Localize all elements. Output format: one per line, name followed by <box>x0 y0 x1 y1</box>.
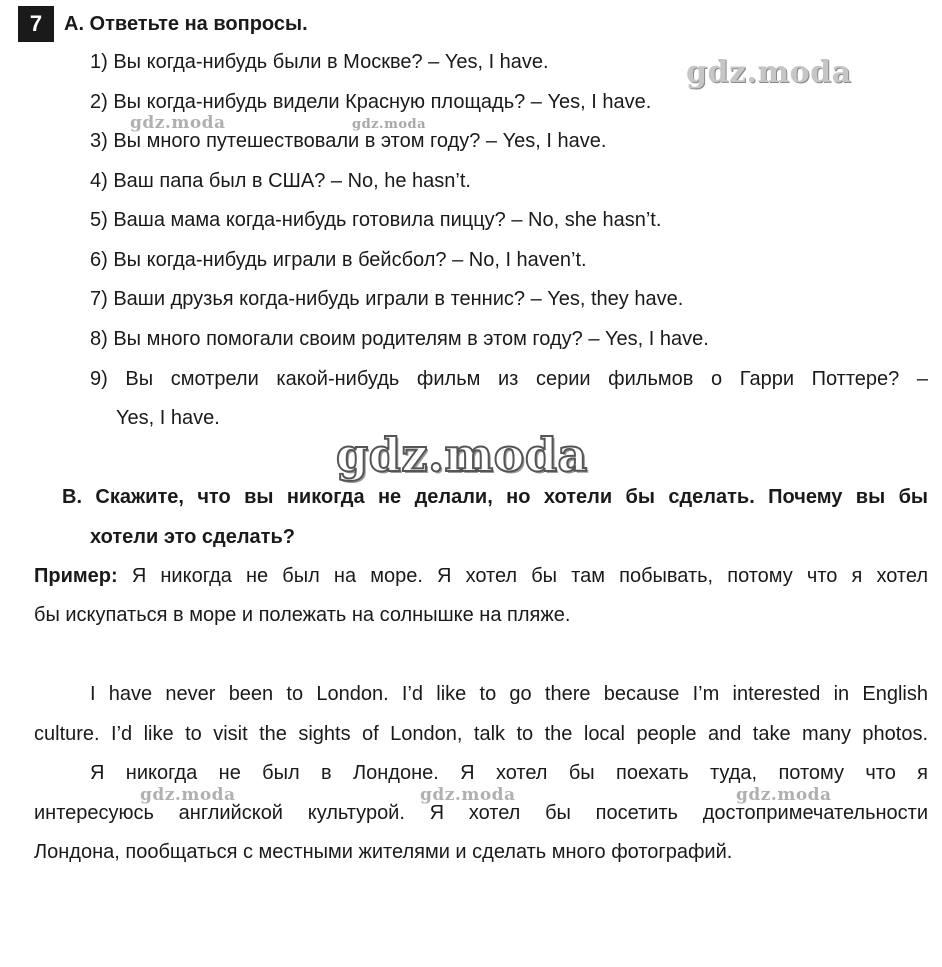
answer-9: 9) Вы смотрели какой-нибудь фильм из серии фильмов о Гарри Поттере? – <box>90 368 928 390</box>
answer-6: 6) Вы когда-нибудь играли в бейсбол? – No, I haven’t. <box>90 249 587 271</box>
watermark-center-large: gdz.moda <box>336 428 588 482</box>
watermark-small-left: gdz.moda <box>130 113 226 133</box>
answer-1: 1) Вы когда-нибудь были в Москве? – Yes, I have. <box>90 51 549 73</box>
example-text-1: Я никогда не был на море. Я хотел бы там побывать, потому что я хотел <box>131 565 928 587</box>
english-answer-line-1: I have never been to London. I’d like to go there because I’m interested in English <box>90 683 928 705</box>
answer-9-continued: Yes, I have. <box>116 407 220 429</box>
russian-answer-line-1: Я никогда не был в Лондоне. Я хотел бы поехать туда, потому что я <box>90 762 928 784</box>
watermark-tiny-center: gdz.moda <box>352 117 427 132</box>
part-b-heading-line-2: хотели это сделать? <box>90 526 295 548</box>
example-line-2: бы искупаться в море и полежать на солнышке на пляже. <box>34 604 571 626</box>
answer-4: 4) Ваш папа был в США? – No, he hasn’t. <box>90 170 471 192</box>
russian-answer-line-2: интересуюсь английской культурой. Я хотел бы посетить достопримечательности <box>34 802 928 824</box>
answer-5: 5) Ваша мама когда-нибудь готовила пиццу? – No, she hasn’t. <box>90 209 662 231</box>
example-label: Пример: <box>34 565 118 587</box>
example-line-1 <box>34 564 928 588</box>
watermark-bottom-left: gdz.moda <box>140 785 236 805</box>
answer-2: 2) Вы когда-нибудь видели Красную площадь? – Yes, I have. <box>90 91 652 113</box>
russian-answer-line-3: Лондона, пообщаться с местными жителями и сделать много фотографий. <box>34 841 733 863</box>
answer-3: 3) Вы много путешествовали в этом году? – Yes, I have. <box>90 130 607 152</box>
watermark-bottom-right: gdz.moda <box>736 785 832 805</box>
answer-8: 8) Вы много помогали своим родителям в этом году? – Yes, I have. <box>90 328 709 350</box>
answer-7: 7) Ваши друзья когда-нибудь играли в теннис? – Yes, they have. <box>90 288 684 310</box>
part-a-heading: A. Ответьте на вопросы. <box>64 13 308 35</box>
english-answer-line-2: culture. I’d like to visit the sights of London, talk to the local people and take many photos. <box>34 723 928 745</box>
watermark-top-right: gdz.moda <box>686 55 852 90</box>
watermark-bottom-center: gdz.moda <box>420 785 516 805</box>
exercise-number-badge: 7 <box>18 6 54 42</box>
part-b-heading-line-1: B. Скажите, что вы никогда не делали, но хотели бы сделать. Почему вы бы <box>62 486 928 508</box>
